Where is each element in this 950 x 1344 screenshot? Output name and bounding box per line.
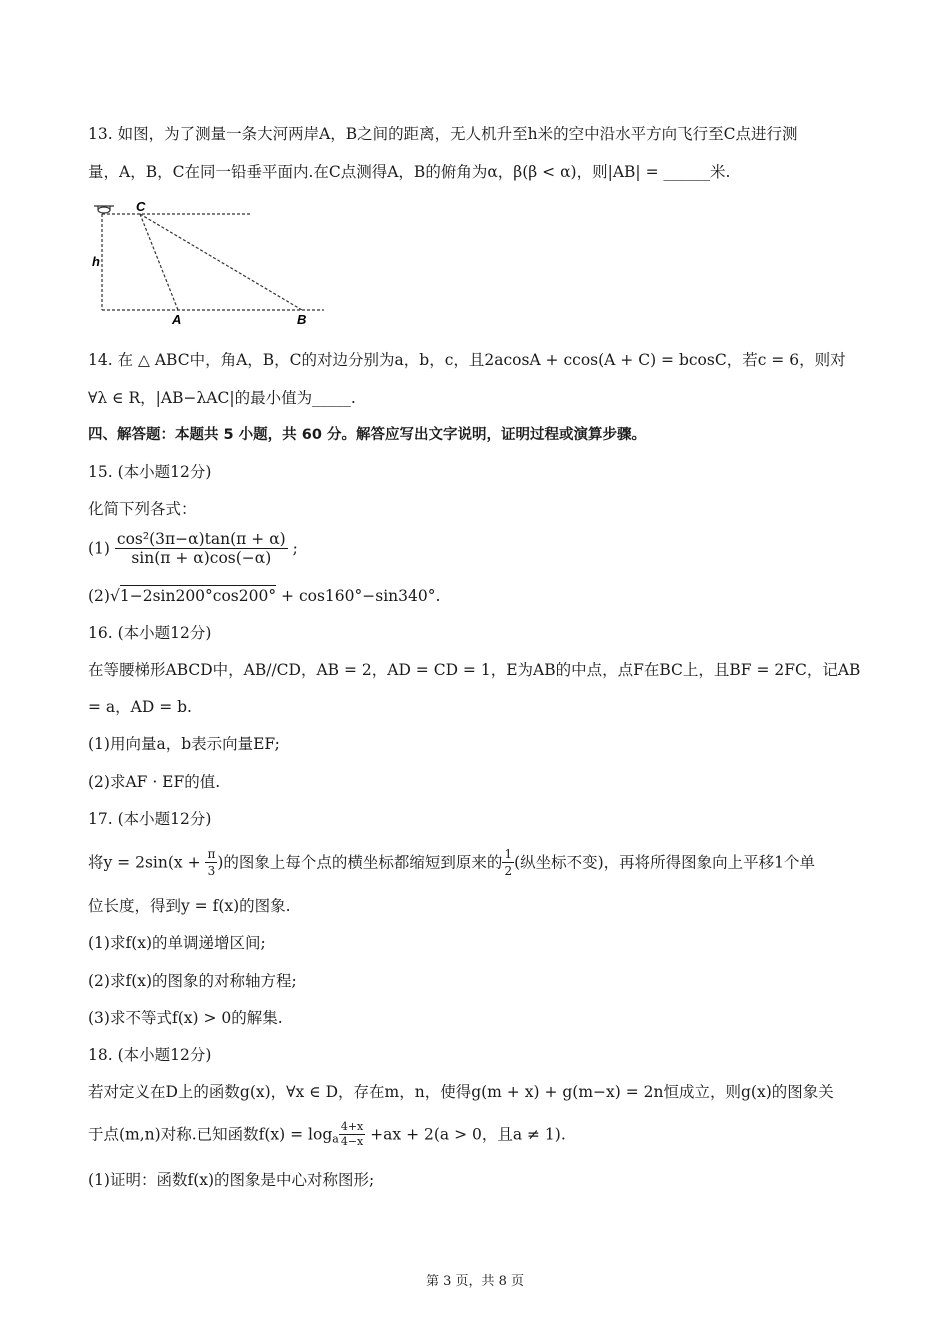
q15-header: 15. (本小题12分): [88, 463, 212, 481]
q15-part1: [88, 530, 298, 567]
q18-fraction: [339, 1120, 365, 1149]
q17-header: 17. (本小题12分): [88, 810, 212, 828]
section-heading: 四、解答题：本题共 5 小题，共 60 分。解答应写出文字说明，证明过程或演算步骤。: [88, 427, 646, 443]
q15-p2-rest: + cos160°−sin340°.: [276, 587, 441, 605]
page-footer: 第 3 页，共 8 页: [425, 1274, 525, 1289]
q18-l2-a: 于点(m,n)对称.已知函数f(x) = log: [88, 1125, 333, 1144]
q15-p2-label: (2): [88, 587, 110, 605]
q17-pi-fraction: [205, 846, 217, 879]
q15-p1-label: (1): [88, 539, 110, 558]
q17-part1: (1)求f(x)的单调递增区间;: [88, 934, 266, 952]
q17-line1: [88, 846, 815, 879]
q15-p1-end: ;: [292, 539, 298, 558]
q16-line2: = a，AD = b.: [88, 698, 192, 716]
q18-l2-b: +ax + 2(a > 0，且a ≠ 1).: [365, 1125, 566, 1144]
q17-pi-den: 3: [207, 864, 216, 878]
q15-p1-fraction: [115, 530, 288, 567]
q18-frac-den: 4−x: [340, 1135, 364, 1148]
q16-line1: 在等腰梯形ABCD中，AB//CD，AB = 2，AD = CD = 1，E为AB的中点，点F在BC上，且BF = 2FC，记AB: [88, 661, 861, 679]
q17-half-fraction: [502, 846, 514, 879]
q15-intro: 化简下列各式：: [88, 500, 197, 518]
q17-l1-a: 将y = 2sin(x +: [88, 853, 206, 872]
q16-part2: (2)求AF · EF的值.: [88, 773, 221, 791]
q18-frac-num: 4+x: [340, 1120, 364, 1133]
q17-half-den: 2: [504, 864, 513, 878]
fig-label-a: A: [172, 312, 182, 327]
q14-line2: ∀λ ∈ R，|AB−λAC|的最小值为_____.: [88, 389, 356, 407]
q18-log-base: a: [332, 1132, 339, 1146]
q13-line2: 量，A，B，C在同一铅垂平面内.在C点测得A，B的俯角为α，β(β < α)，则|AB| = ______米.: [88, 163, 731, 181]
q17-l1-b: )的图象上每个点的横坐标都缩短到原来的: [217, 853, 503, 872]
q17-half-num: 1: [504, 847, 513, 861]
sqrt-icon: √: [109, 587, 120, 605]
q13-figure: [88, 196, 333, 328]
q17-line2: 位长度，得到y = f(x)的图象.: [88, 897, 291, 915]
q18-line2: [88, 1120, 566, 1149]
fig-label-c: C: [136, 199, 146, 214]
q17-part3: (3)求不等式f(x) > 0的解集.: [88, 1009, 283, 1027]
q18-header: 18. (本小题12分): [88, 1046, 212, 1064]
q16-header: 16. (本小题12分): [88, 624, 212, 642]
q14-line1: 14. 在 △ ABC中，角A，B，C的对边分别为a，b，c，且2acosA + ccos(A + C) = bcosC，若c = 6，则对: [88, 351, 846, 369]
q17-l1-c: (纵坐标不变)，再将所得图象向上平移1个单: [514, 853, 816, 872]
q15-p1-denominator: sin(π + α)cos(−α): [131, 549, 272, 567]
q18-part1: (1)证明：函数f(x)的图象是中心对称图形;: [88, 1171, 375, 1189]
fig-label-b: B: [297, 312, 307, 327]
q15-p1-numerator: cos²(3π−α)tan(π + α): [116, 530, 286, 548]
q16-part1: (1)用向量a，b表示向量EF;: [88, 735, 280, 753]
q17-pi-num: π: [207, 847, 216, 861]
drone-icon: [94, 206, 114, 213]
q17-part2: (2)求f(x)的图象的对称轴方程;: [88, 972, 297, 990]
q18-line1: 若对定义在D上的函数g(x)，∀x ∈ D，存在m，n，使得g(m + x) + g(m−x) = 2n恒成立，则g(x)的图象关: [88, 1083, 834, 1101]
q15-p2-radicand: 1−2sin200°cos200°: [119, 587, 277, 605]
q15-part2: [88, 586, 440, 606]
fig-label-h: h: [92, 254, 100, 269]
q13-line1: 13. 如图，为了测量一条大河两岸A，B之间的距离，无人机升至h米的空中沿水平方向飞行至C点进行测: [88, 125, 798, 143]
